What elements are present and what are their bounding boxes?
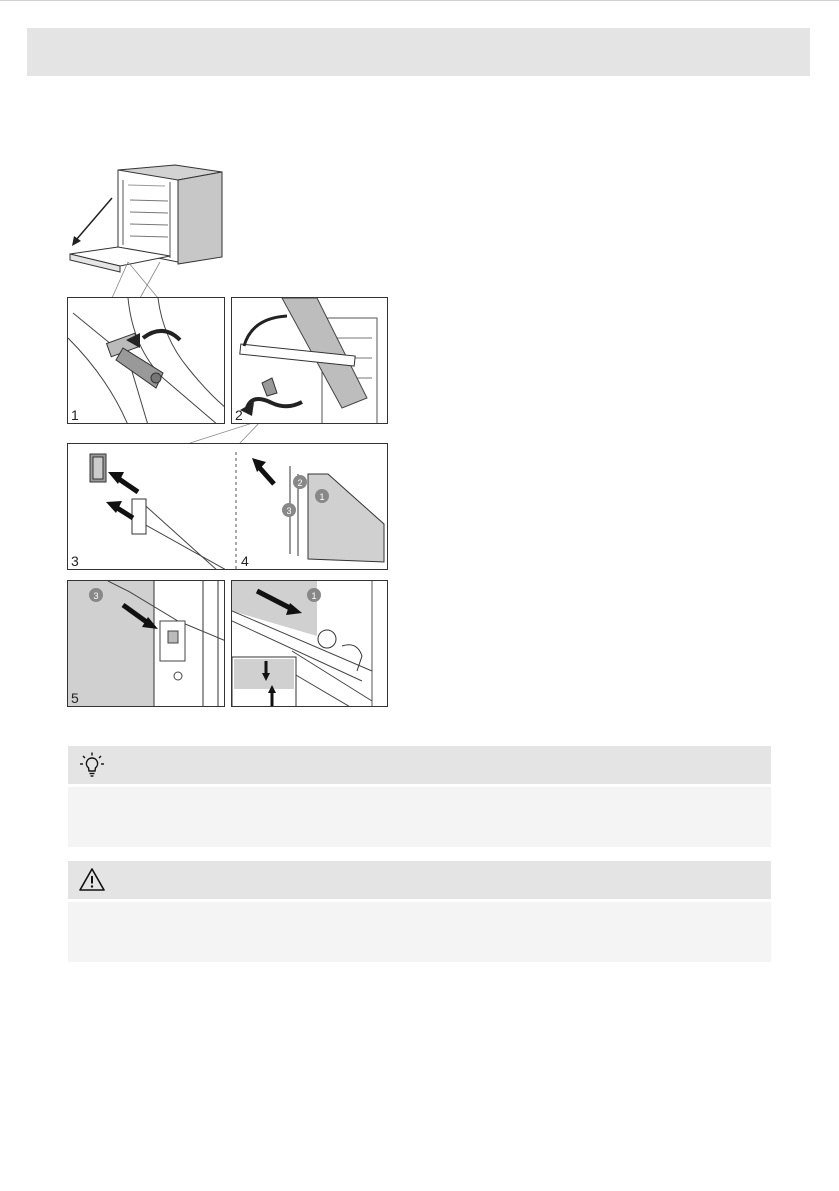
- tip-note-box: [68, 746, 771, 847]
- warning-triangle-icon: [78, 866, 106, 894]
- warning-note-body: [68, 902, 771, 962]
- step-number-3: 3: [71, 553, 79, 569]
- step-5-panel: [67, 580, 225, 707]
- callout-3-label: 3: [286, 506, 292, 516]
- callout-1-label: 1: [319, 492, 325, 502]
- glass-pane-insert-drawing: [68, 581, 225, 707]
- step-2-panel: [231, 297, 388, 424]
- hinge-lever-drawing: [68, 298, 225, 424]
- step-6-panel: [231, 580, 388, 707]
- callout-1-label-step6: 1: [311, 591, 317, 601]
- tip-note-header: [68, 746, 771, 784]
- step-number-2: 2: [235, 407, 243, 423]
- callout-3-label-step5: 3: [93, 591, 99, 601]
- tip-note-body: [68, 787, 771, 847]
- lock-lever-drawing: [232, 298, 388, 424]
- callout-2-label: 2: [297, 478, 303, 488]
- step-number-1: 1: [71, 407, 79, 423]
- step-number-5: 5: [71, 690, 79, 706]
- warning-note-header: [68, 861, 771, 899]
- lightbulb-icon: [78, 751, 106, 779]
- step-number-4: 4: [241, 553, 249, 569]
- warning-note-box: [68, 861, 771, 962]
- step-1-panel: [67, 297, 225, 424]
- door-refit-drawing: [232, 581, 388, 707]
- glass-pane-removal-drawing: [68, 444, 388, 570]
- step-3-4-panel: [67, 443, 388, 570]
